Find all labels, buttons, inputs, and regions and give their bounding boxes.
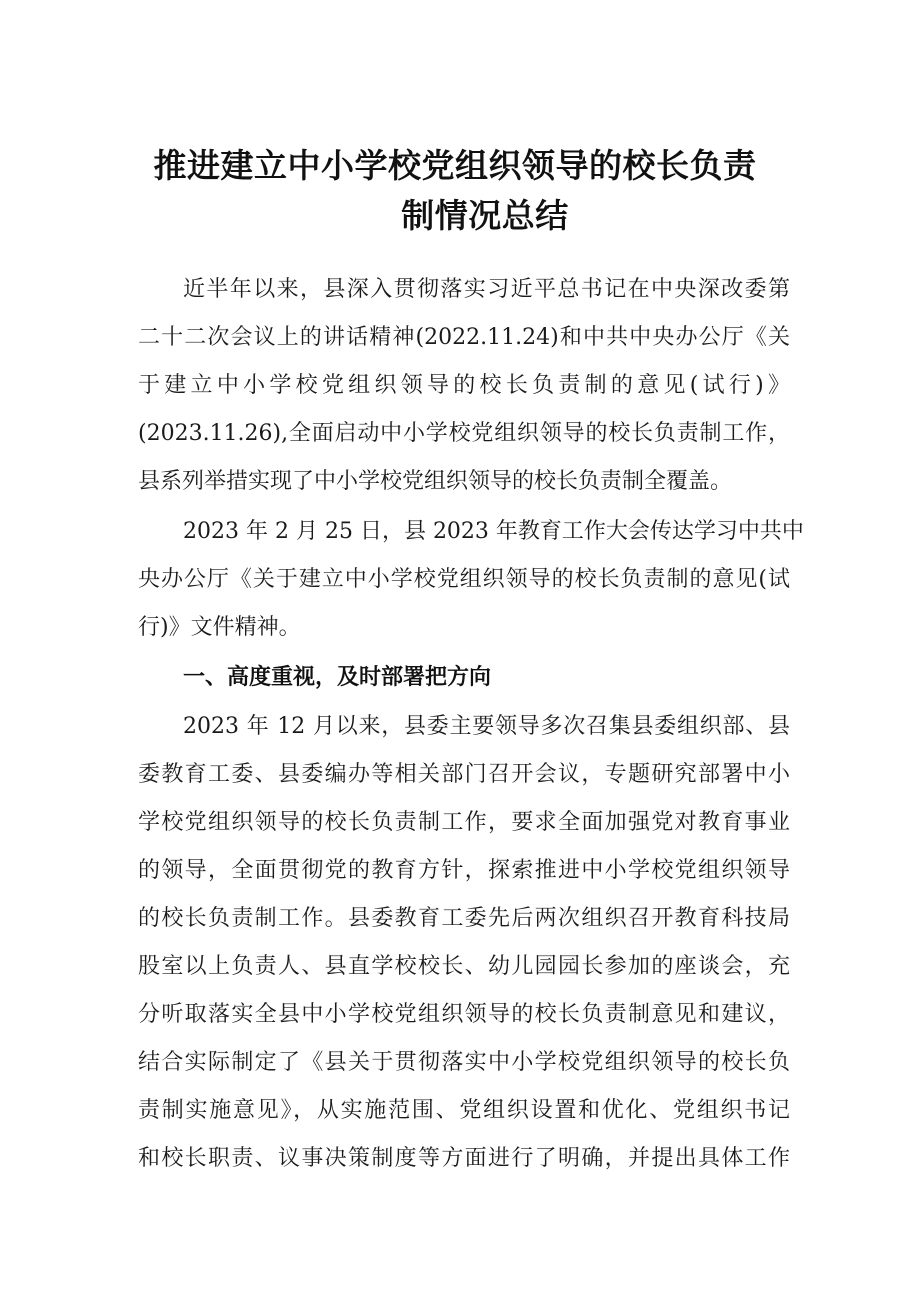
text-line: 于建立中小学校党组织领导的校长负责制的意见(试行)》: [138, 373, 790, 398]
text-line: 央办公厅《关于建立中小学校党组织领导的校长负责制的意见(试: [138, 567, 790, 592]
text-line: 委教育工委、县委编办等相关部门召开会议，专题研究部署中小: [138, 762, 790, 787]
text-line: 的领导，全面贯彻党的教育方针，探索推进中小学校党组织领导: [138, 858, 790, 883]
document-title-line-1: 推进建立中小学校党组织领导的校长负责: [153, 146, 757, 185]
section-heading: 一、高度重视，及时部署把方向: [183, 665, 492, 690]
text-line: 县系列举措实现了中小学校党组织领导的校长负责制全覆盖。: [138, 469, 733, 494]
text-line: 分听取落实全县中小学校党组织领导的校长负责制意见和建议，: [138, 1002, 790, 1027]
text-line: 的校长负责制工作。县委教育工委先后两次组织召开教育科技局: [138, 906, 790, 931]
text-line: 结合实际制定了《县关于贯彻落实中小学校党组织领导的校长负: [138, 1050, 790, 1075]
text-line: 近半年以来，县深入贯彻落实习近平总书记在中央深改委第: [183, 277, 790, 302]
text-line: 和校长职责、议事决策制度等方面进行了明确，并提出具体工作: [138, 1146, 790, 1171]
text-line: 2023 年 12 月以来，县委主要领导多次召集县委组织部、县: [183, 714, 790, 739]
text-line: 学校党组织领导的校长负责制工作，要求全面加强党对教育事业: [138, 810, 790, 835]
text-line: 责制实施意见》，从实施范围、党组织设置和优化、党组织书记: [138, 1098, 790, 1123]
text-line: 2023 年 2 月 25 日，县 2023 年教育工作大会传达学习中共中: [183, 519, 804, 544]
document-title-line-2: 制情况总结: [401, 196, 569, 235]
text-line: 二十二次会议上的讲话精神(2022.11.24)和中共中央办公厅《关: [138, 325, 790, 350]
text-line: 行)》文件精神。: [138, 615, 301, 640]
text-line: 股室以上负责人、县直学校校长、幼儿园园长参加的座谈会，充: [138, 954, 790, 979]
text-line: (2023.11.26),全面启动中小学校党组织领导的校长负责制工作，: [138, 421, 790, 446]
